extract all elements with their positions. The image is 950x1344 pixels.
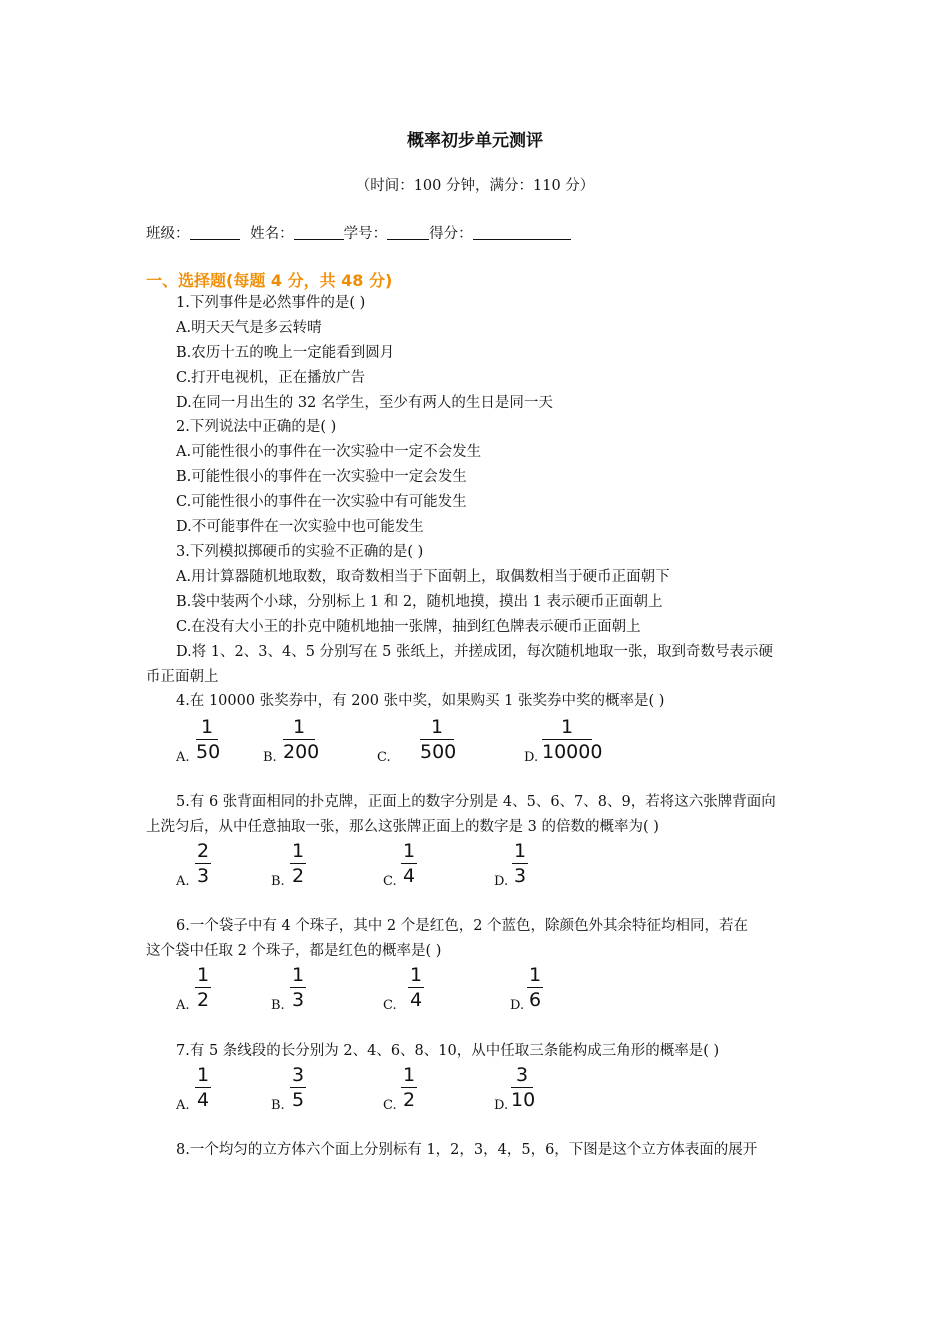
q5-option-c-label: C. xyxy=(383,874,397,889)
q6-option-b-fraction: 1 3 xyxy=(291,964,305,1011)
q1-option-a: A.明天天气是多云转晴 xyxy=(176,320,322,336)
name-label: 姓名： xyxy=(250,226,294,242)
q2-option-d: D.不可能事件在一次实验中也可能发生 xyxy=(176,519,424,535)
q4-option-b-label: B. xyxy=(263,750,277,765)
q8-stem: 8.一个均匀的立方体六个面上分别标有 1，2，3，4，5，6，下图是这个立方体表面的展开 xyxy=(176,1142,758,1158)
q5-stem: 5.有 6 张背面相同的扑克牌，正面上的数字分别是 4、5、6、7、8、9，若将这六张牌背面向 xyxy=(176,794,776,810)
q2-option-a: A.可能性很小的事件在一次实验中一定不会发生 xyxy=(176,444,482,460)
q4-option-c-label: C. xyxy=(377,750,391,765)
q2-stem: 2.下列说法中正确的是( ) xyxy=(176,419,337,435)
q6-stem-cont: 这个袋中任取 2 个珠子，都是红色的概率是( ) xyxy=(146,943,442,959)
q3-stem: 3.下列模拟掷硬币的实验不正确的是( ) xyxy=(176,544,424,560)
q7-option-d-fraction: 3 10 xyxy=(511,1064,536,1111)
class-label: 班级： xyxy=(146,226,190,242)
q2-option-c: C.可能性很小的事件在一次实验中有可能发生 xyxy=(176,494,467,510)
q6-option-a-fraction: 1 2 xyxy=(196,964,210,1011)
q5-stem-cont: 上洗匀后，从中任意抽取一张，那么这张牌正面上的数字是 3 的倍数的概率为( ) xyxy=(146,819,659,835)
q3-option-d: D.将 1、2、3、4、5 分别写在 5 张纸上，并搓成团，每次随机地取一张，取到奇数号表示硬 xyxy=(176,644,774,660)
q1-option-d: D.在同一月出生的 32 名学生，至少有两人的生日是同一天 xyxy=(176,395,553,411)
section-heading: 一、选择题(每题 4 分，共 48 分) xyxy=(146,271,393,290)
q3-option-d-cont: 币正面朝上 xyxy=(146,669,219,685)
q7-option-d-label: D. xyxy=(494,1098,509,1113)
q5-option-b-fraction: 1 2 xyxy=(291,840,305,887)
class-blank[interactable] xyxy=(190,225,240,240)
student-info-line xyxy=(146,222,571,243)
q6-option-d-label: D. xyxy=(510,998,525,1013)
q5-option-b-label: B. xyxy=(271,874,285,889)
q6-option-c-label: C. xyxy=(383,998,397,1013)
page-title: 概率初步单元测评 xyxy=(407,131,543,151)
name-blank[interactable] xyxy=(294,225,344,240)
q7-option-b-label: B. xyxy=(271,1098,285,1113)
q4-option-b-fraction: 1 200 xyxy=(283,716,320,763)
q4-option-a-fraction: 1 50 xyxy=(196,716,221,763)
id-blank[interactable] xyxy=(387,225,429,240)
exam-subtitle: （时间：100 分钟，满分：110 分） xyxy=(355,178,595,194)
q3-option-b: B.袋中装两个小球，分别标上 1 和 2，随机地摸，摸出 1 表示硬币正面朝上 xyxy=(176,594,663,610)
q6-option-a-label: A. xyxy=(176,998,190,1013)
q3-option-a: A.用计算器随机地取数，取奇数相当于下面朝上，取偶数相当于硬币正面朝下 xyxy=(176,569,670,585)
q6-option-d-fraction: 1 6 xyxy=(528,964,542,1011)
q7-option-a-fraction: 1 4 xyxy=(196,1064,210,1111)
q5-option-d-fraction: 1 3 xyxy=(513,840,527,887)
q7-option-c-fraction: 1 2 xyxy=(402,1064,416,1111)
q1-stem: 1.下列事件是必然事件的是( ) xyxy=(176,295,366,311)
q4-option-d-label: D. xyxy=(524,750,539,765)
q4-option-d-fraction: 1 10000 xyxy=(542,716,603,763)
q7-option-a-label: A. xyxy=(176,1098,190,1113)
q3-option-c: C.在没有大小王的扑克中随机地抽一张牌，抽到红色牌表示硬币正面朝上 xyxy=(176,619,641,635)
q6-option-c-fraction: 1 4 xyxy=(409,964,423,1011)
q6-stem: 6.一个袋子中有 4 个珠子，其中 2 个是红色，2 个蓝色，除颜色外其余特征均相同，若在 xyxy=(176,918,749,934)
q5-option-a-label: A. xyxy=(176,874,190,889)
q2-option-b: B.可能性很小的事件在一次实验中一定会发生 xyxy=(176,469,467,485)
score-label: 得分： xyxy=(429,226,473,242)
q5-option-c-fraction: 1 4 xyxy=(402,840,416,887)
score-blank[interactable] xyxy=(473,225,571,240)
q1-option-c: C.打开电视机，正在播放广告 xyxy=(176,370,366,386)
q4-option-a-label: A. xyxy=(176,750,190,765)
q7-option-c-label: C. xyxy=(383,1098,397,1113)
q6-option-b-label: B. xyxy=(271,998,285,1013)
q5-option-a-fraction: 2 3 xyxy=(196,840,210,887)
id-label: 学号： xyxy=(343,226,388,242)
q7-option-b-fraction: 3 5 xyxy=(291,1064,305,1111)
q4-option-c-fraction: 1 500 xyxy=(420,716,457,763)
q4-stem: 4.在 10000 张奖券中，有 200 张中奖，如果购买 1 张奖券中奖的概率是( ) xyxy=(176,693,665,709)
q1-option-b: B.农历十五的晚上一定能看到圆月 xyxy=(176,345,395,361)
q7-stem: 7.有 5 条线段的长分别为 2、4、6、8、10，从中任取三条能构成三角形的概率是( ) xyxy=(176,1043,720,1059)
q5-option-d-label: D. xyxy=(494,874,509,889)
